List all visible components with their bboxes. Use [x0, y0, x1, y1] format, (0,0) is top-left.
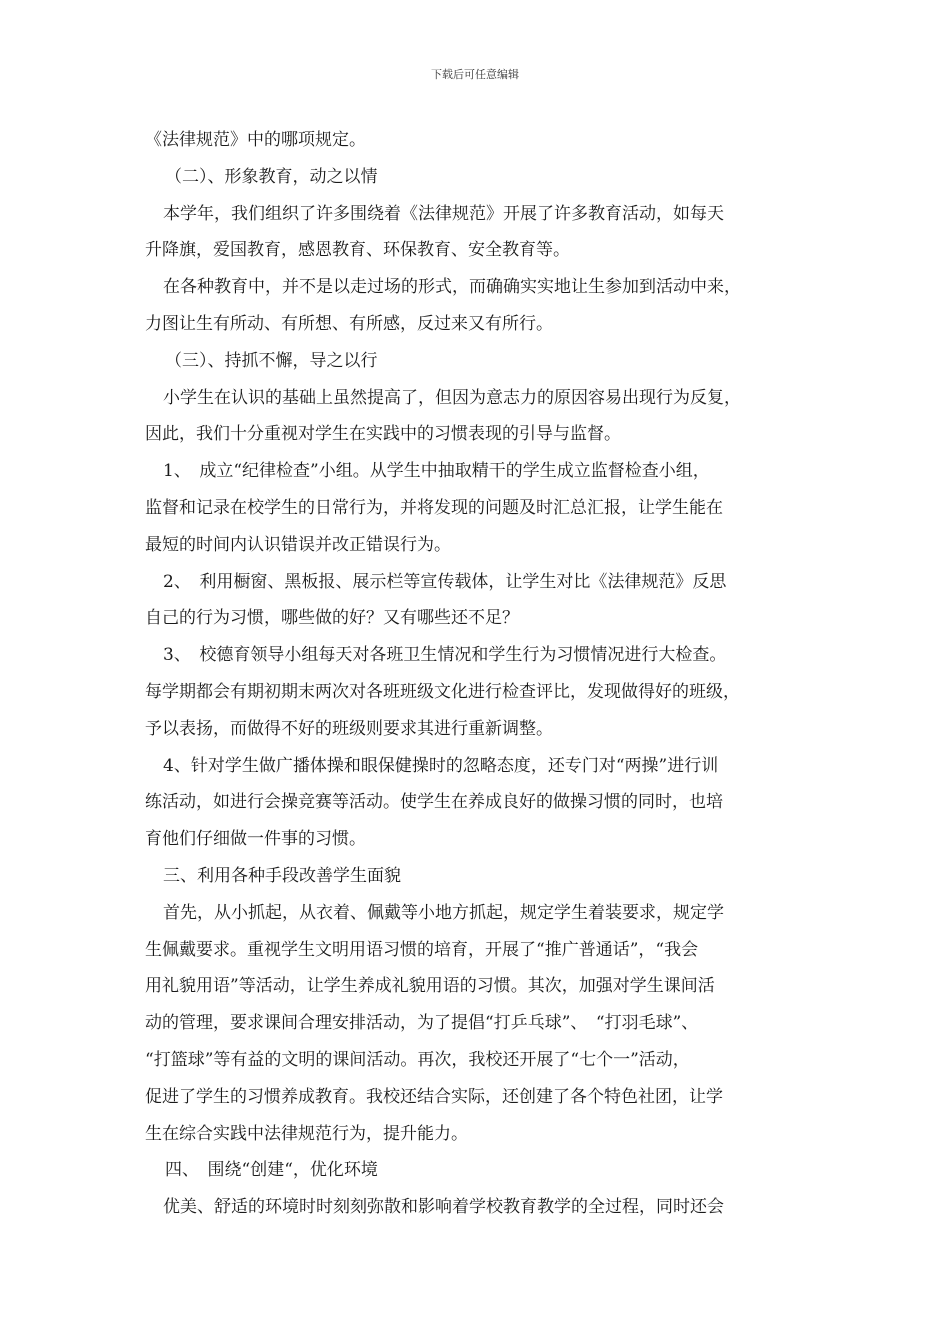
text-line: 四、 围绕“创建“，优化环境 [165, 1160, 378, 1181]
text-line: （三）、持抓不懈，导之以行 [165, 350, 378, 371]
text-line: （二）、形象教育，动之以情 [165, 166, 378, 187]
text-line: 予以表扬，而做得不好的班级则要求其进行重新调整。 [145, 718, 553, 739]
text-line: 动的管理，要求课间合理安排活动，为了提倡“打乒乓球”、 “打羽毛球”、 [145, 1013, 699, 1034]
text-line: 3、 校德育领导小组每天对各班卫生情况和学生行为习惯情况进行大检查。 [163, 645, 727, 666]
text-line: 4、针对学生做广播体操和眼保健操时的忽略态度，还专门对“两操”进行训 [163, 755, 719, 776]
text-line: 《法律规范》中的哪项规定。 [145, 130, 366, 150]
text-line: “打篮球”等有益的文明的课间活动。再次，我校还开展了“七个一”活动， [145, 1049, 690, 1070]
text-line: 监督和记录在校学生的日常行为，并将发现的问题及时汇总汇报，让学生能在 [145, 497, 723, 518]
text-line: 每学期都会有期初期末两次对各班班级文化进行检查评比，发现做得好的班级， [145, 681, 740, 702]
text-line: 首先，从小抓起，从衣着、佩戴等小地方抓起，规定学生着装要求，规定学 [163, 902, 724, 923]
text-line: 2、 利用橱窗、黑板报、展示栏等宣传载体，让学生对比《法律规范》反思 [163, 571, 727, 592]
text-line: 自己的行为习惯，哪些做的好？又有哪些还不足？ [145, 608, 519, 629]
page-header: 下载后可任意编辑 [431, 68, 519, 81]
text-line: 本学年，我们组织了许多围绕着《法律规范》开展了许多教育活动，如每天 [163, 203, 724, 224]
text-line: 1、 成立“纪律检查”小组。从学生中抽取精干的学生成立监督检查小组， [163, 461, 710, 482]
text-line: 在各种教育中，并不是以走过场的形式，而确确实实地让生参加到活动中来， [163, 277, 741, 298]
text-line: 因此，我们十分重视对学生在实践中的习惯表现的引导与监督。 [145, 424, 621, 445]
text-line: 力图让生有所动、有所想、有所感，反过来又有所行。 [145, 313, 553, 334]
text-line: 用礼貌用语”等活动，让学生养成礼貌用语的习惯。其次，加强对学生课间活 [145, 976, 715, 997]
text-line: 三、利用各种手段改善学生面貌 [163, 865, 401, 886]
text-line: 练活动，如进行会操竞赛等活动。使学生在养成良好的做操习惯的同时，也培 [145, 792, 723, 813]
text-line: 升降旗，爱国教育，感恩教育、环保教育、安全教育等。 [145, 240, 570, 261]
text-line: 优美、舒适的环境时时刻刻弥散和影响着学校教育教学的全过程，同时还会 [163, 1197, 724, 1218]
text-line: 促进了学生的习惯养成教育。我校还结合实际，还创建了各个特色社团，让学 [145, 1086, 723, 1107]
text-line: 小学生在认识的基础上虽然提高了，但因为意志力的原因容易出现行为反复， [163, 387, 741, 408]
document-body [145, 122, 807, 1226]
text-line: 生佩戴要求。重视学生文明用语习惯的培育，开展了“推广普通话”，“我会 [145, 939, 699, 960]
text-line: 最短的时间内认识错误并改正错误行为。 [145, 534, 451, 555]
text-line: 生在综合实践中法律规范行为，提升能力。 [145, 1123, 468, 1144]
text-line: 育他们仔细做一件事的习惯。 [145, 829, 366, 850]
